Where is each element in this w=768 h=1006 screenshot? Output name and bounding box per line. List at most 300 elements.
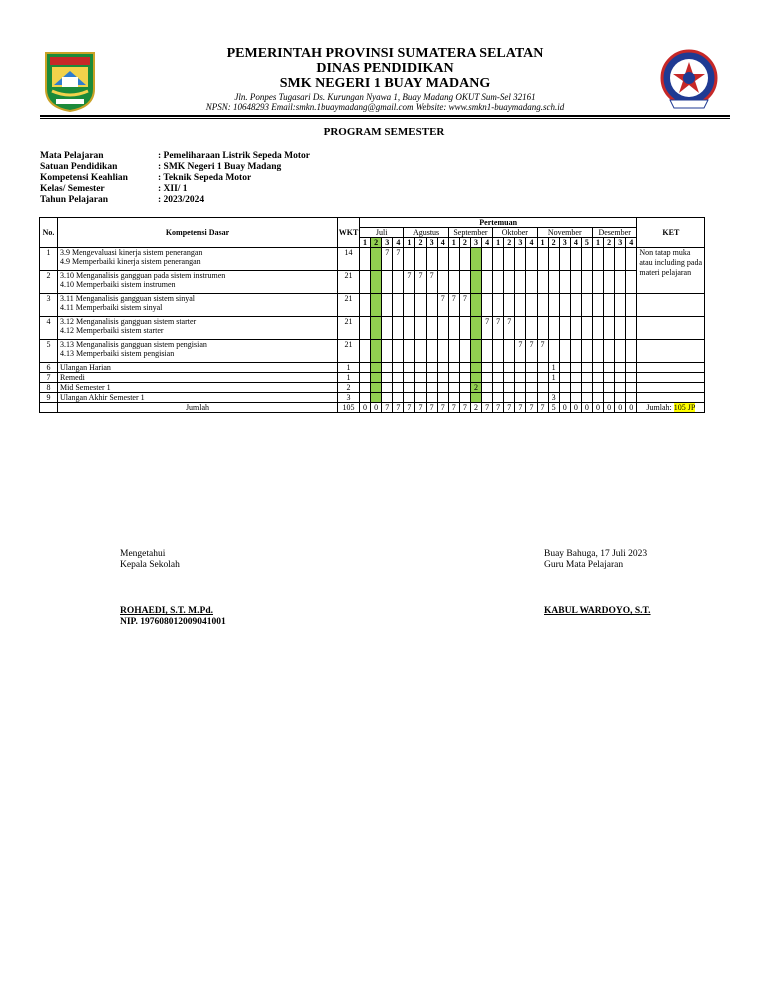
week-cell [570,271,581,294]
table-row [40,383,705,393]
total-week-cell: 7 [526,403,537,413]
week-cell: 7 [504,317,515,340]
row-wkt: 21 [338,340,360,363]
week-cell [537,271,548,294]
principal-nip: NIP. 197608012009041001 [120,617,226,627]
week-cell [360,363,371,373]
info-label: Mata Pelajaran [40,151,104,161]
week-cell [526,294,537,317]
week-cell [537,363,548,373]
week-cell [382,271,393,294]
total-row [40,403,705,413]
week-cell [515,317,526,340]
week-cell: 3 [548,393,559,403]
total-week-cell: 7 [493,403,504,413]
week-cell [404,294,415,317]
info-value: : SMK Negeri 1 Buay Madang [158,162,282,172]
week-cell [404,317,415,340]
total-label: Jumlah [58,403,338,413]
week-cell [415,363,426,373]
week-cell [581,393,592,403]
week-cell [559,383,570,393]
week-cell [537,317,548,340]
week-cell [504,271,515,294]
row-activity: Mid Semester 1 [58,383,338,393]
week-cell: 7 [393,248,404,271]
week-cell [570,294,581,317]
week-cell [470,340,481,363]
header-week: 1 [448,238,459,248]
week-cell [626,393,637,403]
document-title: PROGRAM SEMESTER [323,126,445,138]
week-cell [382,340,393,363]
signature-right-role: Guru Mata Pelajaran [544,560,624,570]
header-month: Oktober [493,228,537,238]
week-cell [615,271,626,294]
week-cell [437,248,448,271]
week-cell [537,294,548,317]
header-week: 4 [526,238,537,248]
week-cell [604,363,615,373]
kd-skill: 4.10 Memperbaiki sistem instrumen [60,280,176,289]
week-cell [382,373,393,383]
header-week: 5 [581,238,592,248]
header-week: 4 [626,238,637,248]
week-cell [393,383,404,393]
header-week: 1 [537,238,548,248]
week-cell: 7 [537,340,548,363]
principal-name: ROHAEDI, S.T. M.Pd. [120,606,213,616]
week-cell [515,363,526,373]
info-row [40,151,310,162]
signature-date: Buay Bahuga, 17 Juli 2023 [544,549,648,559]
header-week: 2 [415,238,426,248]
week-cell [581,317,592,340]
info-value: : Teknik Sepeda Motor [158,173,252,183]
ket-empty [637,393,705,403]
week-cell [537,383,548,393]
total-week-cell: 0 [581,403,592,413]
week-cell [459,363,470,373]
ket-empty [637,363,705,373]
total-week-cell: 7 [415,403,426,413]
week-cell [371,294,382,317]
signature-left-line1: Mengetahui [120,549,166,559]
week-cell [360,383,371,393]
week-cell [415,248,426,271]
header-week: 2 [604,238,615,248]
header-month: Desember [592,228,636,238]
week-cell [615,294,626,317]
week-cell [615,317,626,340]
week-cell [592,363,603,373]
week-cell [482,294,493,317]
week-cell [437,373,448,383]
header-week: 3 [559,238,570,248]
week-cell [371,363,382,373]
row-wkt: 3 [338,393,360,403]
total-no [40,403,58,413]
week-cell [570,248,581,271]
total-week-cell: 7 [482,403,493,413]
header-week: 3 [426,238,437,248]
week-cell [448,373,459,383]
week-cell [570,373,581,383]
week-cell: 7 [404,271,415,294]
week-cell [559,340,570,363]
week-cell [526,393,537,403]
week-cell [493,363,504,373]
week-cell [548,271,559,294]
week-cell [548,340,559,363]
header-week: 3 [382,238,393,248]
week-cell [559,373,570,383]
week-cell [604,294,615,317]
total-ket [637,403,705,413]
week-cell [426,340,437,363]
week-cell [515,248,526,271]
week-cell [504,294,515,317]
week-cell [559,271,570,294]
week-cell [493,294,504,317]
header-wkt: WKT [338,218,360,248]
week-cell [581,248,592,271]
week-cell [526,317,537,340]
row-activity: Remedi [58,373,338,383]
week-cell [570,393,581,403]
header-month: November [537,228,592,238]
week-cell [371,340,382,363]
province-logo-icon [42,49,98,113]
week-cell [482,363,493,373]
header-contact: NPSN: 10648293 Email:smkn.1buaymadang@gmail.com Website: www.smkn1-buaymadang.sch.id [205,102,565,112]
program-semester-table [39,217,705,413]
week-cell [626,373,637,383]
week-cell [592,383,603,393]
week-cell [404,393,415,403]
week-cell [415,393,426,403]
week-cell [437,340,448,363]
table-row [40,373,705,383]
row-no: 7 [40,373,58,383]
signature-left-line2: Kepala Sekolah [120,560,180,570]
total-week-cell: 7 [459,403,470,413]
week-cell [537,248,548,271]
week-cell [604,248,615,271]
week-cell [559,363,570,373]
week-cell [437,383,448,393]
week-cell [415,294,426,317]
table-row [40,393,705,403]
week-cell [448,363,459,373]
week-cell [592,393,603,403]
week-cell [371,271,382,294]
header-ket: KET [637,218,705,248]
week-cell [548,248,559,271]
row-no: 8 [40,383,58,393]
week-cell [404,363,415,373]
week-cell [570,363,581,373]
week-cell [393,294,404,317]
total-week-cell: 7 [426,403,437,413]
week-cell [470,363,481,373]
week-cell [592,340,603,363]
week-cell [382,383,393,393]
week-cell [448,383,459,393]
info-value: : 2023/2024 [158,195,205,205]
week-cell [393,340,404,363]
info-label: Kompetensi Keahlian [40,173,128,183]
total-week-cell: 0 [570,403,581,413]
week-cell [570,340,581,363]
week-cell [360,248,371,271]
row-wkt: 2 [338,383,360,393]
week-cell [371,393,382,403]
week-cell [415,373,426,383]
week-cell [493,340,504,363]
week-cell [371,373,382,383]
row-no: 5 [40,340,58,363]
week-cell [493,393,504,403]
kd-skill: 4.11 Memperbaiki sistem sinyal [60,303,163,312]
week-cell [615,340,626,363]
week-cell [482,340,493,363]
week-cell [382,294,393,317]
week-cell [537,373,548,383]
header-week: 1 [493,238,504,248]
header-divider-thin [40,118,730,119]
week-cell [626,271,637,294]
kd-knowledge: 3.13 Menganalisis gangguan sistem pengisian [60,340,207,349]
table-row [40,317,705,340]
info-row [40,173,310,184]
week-cell: 7 [459,294,470,317]
week-cell [470,248,481,271]
week-cell [515,271,526,294]
week-cell: 7 [448,294,459,317]
teacher-name: KABUL WARDOYO, S.T. [544,606,651,616]
week-cell [570,317,581,340]
info-label: Tahun Pelajaran [40,195,109,205]
week-cell [393,317,404,340]
week-cell [493,373,504,383]
week-cell [470,393,481,403]
ket-note: Non tatap muka atau including pada materi pelajaran [637,248,705,294]
week-cell: 7 [382,248,393,271]
week-cell [482,248,493,271]
info-label: Kelas/ Semester [40,184,105,194]
week-cell [415,383,426,393]
week-cell [382,393,393,403]
week-cell [604,393,615,403]
week-cell [581,294,592,317]
table-row [40,340,705,363]
row-wkt: 21 [338,271,360,294]
week-cell: 7 [426,271,437,294]
week-cell [470,373,481,383]
total-week-cell: 0 [371,403,382,413]
ket-empty [637,317,705,340]
info-block [40,151,310,206]
week-cell: 7 [515,340,526,363]
row-wkt: 1 [338,373,360,383]
week-cell [448,317,459,340]
week-cell [393,373,404,383]
week-cell [459,373,470,383]
week-cell [360,373,371,383]
row-no: 9 [40,393,58,403]
info-row [40,162,310,173]
row-wkt: 21 [338,317,360,340]
total-week-cell: 7 [382,403,393,413]
kd-knowledge: 3.11 Menganalisis gangguan sistem sinyal [60,294,196,303]
week-cell [393,393,404,403]
total-week-cell: 7 [515,403,526,413]
week-cell [592,317,603,340]
week-cell [581,340,592,363]
total-week-cell: 0 [604,403,615,413]
total-week-cell: 0 [626,403,637,413]
week-cell [426,317,437,340]
week-cell: 7 [415,271,426,294]
total-week-cell: 7 [393,403,404,413]
week-cell [426,294,437,317]
week-cell [592,373,603,383]
week-cell [615,363,626,373]
week-cell [426,393,437,403]
week-cell [448,393,459,403]
week-cell [526,248,537,271]
header-line-2: DINAS PENDIDIKAN [316,61,454,76]
week-cell [404,340,415,363]
week-cell [360,271,371,294]
week-cell [360,317,371,340]
week-cell: 1 [548,373,559,383]
header-month: September [448,228,492,238]
header-week: 4 [570,238,581,248]
week-cell [360,393,371,403]
week-cell [626,294,637,317]
week-cell [371,317,382,340]
total-week-cell: 7 [448,403,459,413]
week-cell [459,248,470,271]
week-cell [437,363,448,373]
row-activity: Ulangan Akhir Semester 1 [58,393,338,403]
signature-left-name-block [120,606,226,628]
week-cell [360,340,371,363]
row-activity: Ulangan Harian [58,363,338,373]
week-cell [504,383,515,393]
week-cell [592,294,603,317]
week-cell: 1 [548,363,559,373]
week-cell [559,248,570,271]
header-kompetensi-dasar: Kompetensi Dasar [58,218,338,248]
week-cell [415,340,426,363]
week-cell [493,271,504,294]
header-week: 1 [360,238,371,248]
week-cell [404,383,415,393]
total-week-cell: 2 [470,403,481,413]
week-cell [470,317,481,340]
header-week: 4 [393,238,404,248]
week-cell [504,363,515,373]
total-week-cell: 0 [360,403,371,413]
week-cell [371,248,382,271]
week-cell [470,271,481,294]
ket-empty [637,340,705,363]
total-week-cell: 5 [548,403,559,413]
week-cell [604,271,615,294]
week-cell [626,317,637,340]
week-cell [404,373,415,383]
week-cell [493,383,504,393]
row-wkt: 14 [338,248,360,271]
row-kompetensi-dasar [58,317,338,340]
kd-knowledge: 3.12 Menganalisis gangguan sistem starter [60,317,197,326]
row-no: 4 [40,317,58,340]
week-cell [626,363,637,373]
week-cell [404,248,415,271]
info-value: : XII/ 1 [158,184,188,194]
week-cell [482,383,493,393]
week-cell [537,393,548,403]
header-no: No. [40,218,58,248]
header-week: 2 [504,238,515,248]
row-no: 6 [40,363,58,373]
header-week: 4 [437,238,448,248]
week-cell [515,294,526,317]
week-cell [515,373,526,383]
table-row [40,363,705,373]
week-cell [615,383,626,393]
week-cell [504,248,515,271]
week-cell [371,383,382,393]
week-cell [448,340,459,363]
week-cell [615,393,626,403]
info-row [40,195,310,206]
week-cell [393,271,404,294]
week-cell [626,340,637,363]
row-no: 1 [40,248,58,271]
info-value: : Pemeliharaan Listrik Sepeda Motor [158,151,310,161]
total-ket-label: Jumlah: [646,403,672,412]
week-cell [459,340,470,363]
row-kompetensi-dasar [58,294,338,317]
week-cell [570,383,581,393]
header-week: 4 [482,238,493,248]
header-address: Jln. Ponpes Tugasari Ds. Kurungan Nyawa 1, Buay Madang OKUT Sum-Sel 32161 [234,92,536,102]
row-no: 2 [40,271,58,294]
kd-knowledge: 3.10 Menganalisis gangguan pada sistem instrumen [60,271,226,280]
week-cell [448,248,459,271]
week-cell [515,383,526,393]
row-no: 3 [40,294,58,317]
kd-skill: 4.12 Memperbaiki sistem starter [60,326,164,335]
kd-skill: 4.13 Memperbaiki sistem pengisian [60,349,175,358]
ket-empty [637,373,705,383]
info-row [40,184,310,195]
week-cell [526,383,537,393]
week-cell [615,373,626,383]
week-cell [415,317,426,340]
header-week: 1 [592,238,603,248]
week-cell [437,393,448,403]
table-row [40,294,705,317]
week-cell [548,383,559,393]
row-wkt: 1 [338,363,360,373]
total-week-cell: 0 [559,403,570,413]
row-kompetensi-dasar [58,248,338,271]
